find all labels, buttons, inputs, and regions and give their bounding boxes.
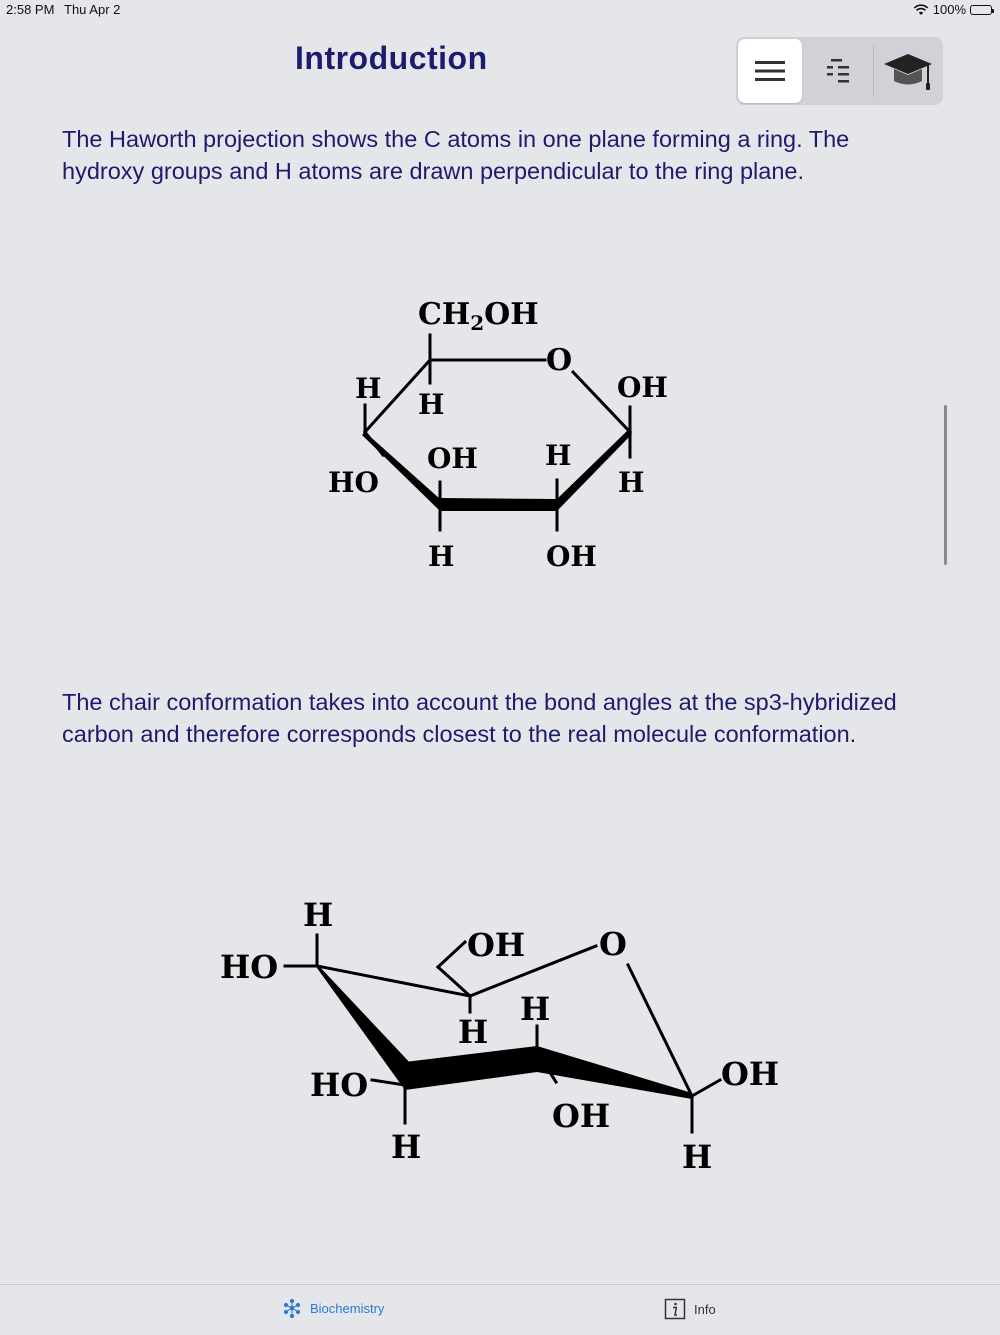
chair-c1-oh: OH <box>721 1055 780 1093</box>
chair-c3-ho: HO <box>310 1066 369 1104</box>
graduation-cap-icon <box>882 48 934 94</box>
battery-icon <box>970 5 992 15</box>
ch2oh-subscript: 2 <box>470 311 485 335</box>
chair-conformation-figure <box>200 880 800 1180</box>
outline-icon <box>825 56 853 86</box>
haworth-c4-h: H <box>355 372 382 405</box>
chair-ring-o: O <box>599 925 627 963</box>
page-title: Introduction <box>295 40 488 76</box>
haworth-c5-h: H <box>418 388 445 421</box>
chair-c2-h: H <box>520 990 551 1028</box>
battery-percent: 100% <box>932 2 966 17</box>
haworth-projection-figure <box>300 280 700 580</box>
tab-bar <box>0 1284 1000 1335</box>
chair-description: The chair conformation takes into account the bond angles at the sp3-hybridized carbon and therefore corresponds closest to the real molecule conformation. <box>62 689 897 747</box>
outline-button[interactable] <box>804 37 873 105</box>
chair-c4-h: H <box>303 896 334 934</box>
status-time: 2:58 PM <box>6 2 55 17</box>
quiz-button[interactable] <box>873 37 942 105</box>
chair-c2-oh: OH <box>552 1097 611 1135</box>
tab-info[interactable] <box>664 1298 716 1320</box>
chair-c5-oh: OH <box>467 926 526 964</box>
haworth-c2-oh: OH <box>546 540 597 573</box>
scroll-indicator[interactable] <box>944 405 947 565</box>
tab-biochemistry[interactable] <box>282 1298 384 1318</box>
ch2oh-label: CH <box>418 297 471 332</box>
haworth-ring-o: O <box>546 343 573 378</box>
haworth-c1-oh: OH <box>617 371 668 404</box>
haworth-c3-h: H <box>428 540 455 573</box>
ch2oh-tail: OH <box>484 297 539 332</box>
status-bar <box>0 0 1000 22</box>
tab-info-label: Info <box>694 1301 716 1317</box>
svg-text:CH2OH <box>418 297 539 335</box>
status-date: Thu Apr 2 <box>64 2 121 17</box>
chair-c3-h: H <box>391 1128 422 1166</box>
haworth-c1-h: H <box>618 466 645 499</box>
molecule-icon <box>282 1298 302 1318</box>
info-icon <box>664 1298 686 1320</box>
haworth-c2-h: H <box>545 439 572 472</box>
chair-c5-h: H <box>458 1013 489 1051</box>
haworth-c4-ho: HO <box>328 466 379 499</box>
status-right <box>913 2 992 17</box>
wifi-icon <box>913 4 929 16</box>
view-mode-control[interactable] <box>736 37 943 105</box>
chair-c1-h: H <box>682 1138 713 1176</box>
haworth-c3-oh: OH <box>427 442 478 475</box>
menu-icon <box>754 57 786 85</box>
chair-c4-ho: HO <box>220 948 279 986</box>
haworth-description: The Haworth projection shows the C atoms in one plane forming a ring. The hydroxy groups and H atoms are drawn perpendicular to the ring plane. <box>62 126 850 184</box>
menu-button[interactable] <box>738 39 802 103</box>
tab-biochemistry-label: Biochemistry <box>310 1300 385 1316</box>
